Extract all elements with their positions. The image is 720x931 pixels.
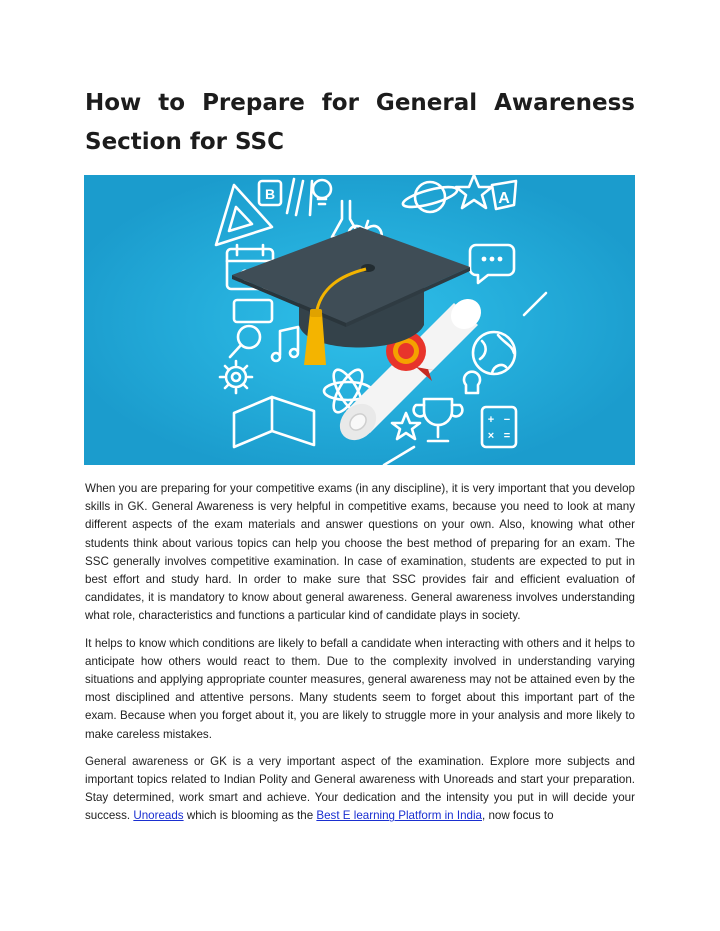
svg-text:−: − xyxy=(503,414,511,426)
speech-bubble-dots xyxy=(482,257,503,262)
hero-image xyxy=(84,175,635,465)
paragraph: It helps to know which conditions are likely to befall a candidate when interacting with others and it helps to anticipate how others would react to them. Due to the complexity involved in understanding varying situations and applying appropriate counter measures, general awareness may not be attained even by the most disciplined and attentive persons. Many students seem to forget about this important part of the exam. Because when you forget about it, you are likely to struggle more in your analysis and more likely to make careless mistakes. xyxy=(85,636,635,741)
paragraph xyxy=(85,753,635,826)
paragraph-text: , now focus to xyxy=(482,809,554,823)
letter-b-text: B xyxy=(264,186,276,202)
svg-text:=: = xyxy=(503,430,511,442)
letter-a-text: A xyxy=(498,190,510,207)
article-body xyxy=(85,480,635,835)
svg-text:+: + xyxy=(487,414,495,426)
page-title: How to Prepare for General Awareness Section for SSC xyxy=(85,90,635,155)
unoreads-link[interactable]: Unoreads xyxy=(133,809,184,823)
paragraph: When you are preparing for your competitive exams (in any discipline), it is very important that you develop skills in GK. General Awareness is very helpful in competitive exams, because you need to look at many different aspects of the exam materials and answer questions on your own. Also, knowing what other students think about various topics can help you choose the best method of preparing for an exam. The SSC generally involves competitive examination. In case of examination, students are expected to put in best effort and study hard. In order to make sure that SSC provides fair and efficient evaluation of candidates, it is mandatory to know about general awareness. General awareness involves understanding what role, characteristics and functions a particular kind of candidate plays in society. xyxy=(85,482,635,623)
svg-text:×: × xyxy=(487,430,495,442)
paragraph-text: which is blooming as the xyxy=(183,809,317,823)
best-elearning-platform-link[interactable]: Best E learning Platform in India xyxy=(316,809,482,823)
paragraph-text: General awareness or GK is a very important aspect of the examination. Explore more subjects and important topics related to Indian Polity and General awareness with Unoreads and start your preparation. Stay determined, work smart and achieve. Your dedication and the intensity you put in will decide your success. xyxy=(85,754,635,823)
